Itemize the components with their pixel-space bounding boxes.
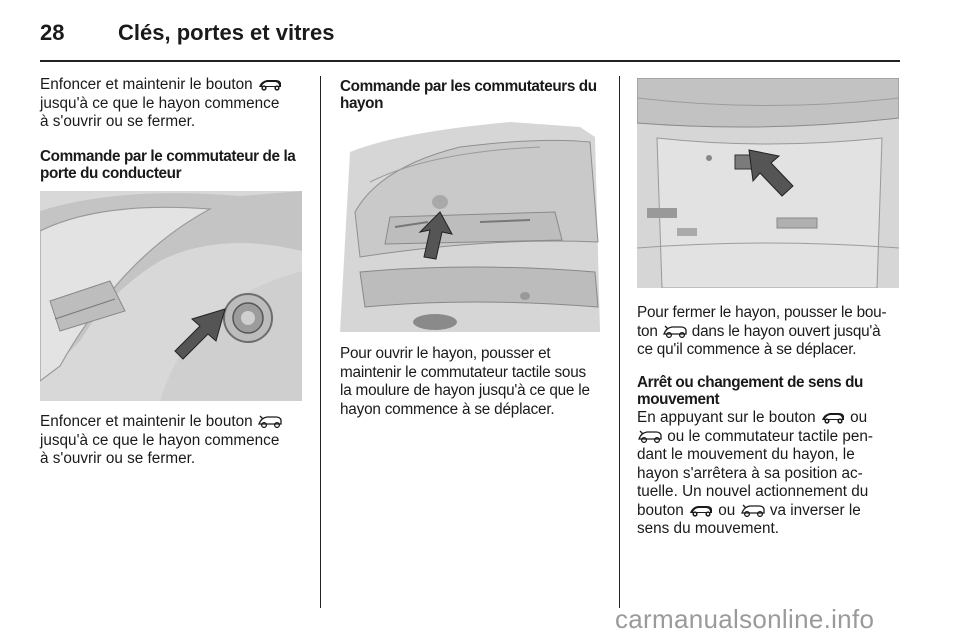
text-line-1: Pour ouvrir le hayon, pousser et bbox=[340, 345, 551, 362]
tailgate-remote-icon bbox=[820, 410, 846, 424]
text-line-4: hayon commence à se déplacer. bbox=[340, 400, 555, 418]
watermark-text: carmanualsonline.info bbox=[615, 604, 875, 634]
after-line-1: Enfoncer et maintenir le bouton bbox=[40, 413, 253, 430]
heading-line-2: hayon bbox=[340, 95, 384, 112]
heading-line-1: Commande par les commutateurs du bbox=[340, 78, 597, 95]
stop-line-1b: ou bbox=[850, 409, 868, 426]
heading-line-1: Commande par le commutateur de la bbox=[40, 148, 296, 165]
stop-line-3: dant le mouvement du hayon, le bbox=[637, 446, 855, 463]
text-line-2a: ton bbox=[637, 322, 658, 340]
driver-door-paragraph bbox=[40, 413, 312, 469]
after-line-2: jusqu'à ce que le hayon commence bbox=[40, 431, 280, 449]
tailgate-switch-icon bbox=[637, 429, 663, 443]
heading-line-2: mouvement bbox=[637, 391, 720, 408]
close-tailgate-paragraph bbox=[637, 304, 909, 360]
section-heading-tailgate-switches bbox=[340, 78, 612, 112]
tailgate-switch-icon bbox=[740, 503, 766, 517]
intro-line-3: à s'ouvrir ou se fermer. bbox=[40, 113, 196, 130]
intro-paragraph bbox=[40, 76, 312, 132]
heading-line-2: porte du conducteur bbox=[40, 165, 182, 182]
stop-line-6c: va inverser le bbox=[769, 501, 861, 519]
intro-line-1: Enfoncer et maintenir le bouton bbox=[40, 76, 253, 93]
open-tailgate-illustration bbox=[637, 78, 899, 288]
text-line-3: ce qu'il commence à se déplacer. bbox=[637, 341, 857, 358]
driver-door-switch-illustration bbox=[40, 191, 302, 401]
header-rule bbox=[40, 60, 900, 62]
tailgate-remote-icon bbox=[257, 77, 283, 91]
text-line-2: maintenir le commutateur tactile sous bbox=[340, 363, 586, 381]
stop-line-6a: bouton bbox=[637, 501, 684, 519]
stop-line-7: sens du mouvement. bbox=[637, 520, 779, 537]
intro-line-2: jusqu'à ce que le hayon commence bbox=[40, 94, 280, 112]
column-divider-1 bbox=[320, 76, 321, 608]
text-line-1: Pour fermer le hayon, pousser le bou- bbox=[637, 304, 887, 321]
text-line-2b: dans le hayon ouvert jusqu'à bbox=[691, 322, 881, 340]
heading-line-1: Arrêt ou changement de sens du bbox=[637, 374, 863, 391]
tailgate-switch-paragraph bbox=[340, 345, 612, 419]
stop-line-1a: En appuyant sur le bouton bbox=[637, 409, 816, 426]
section-heading-driver-door bbox=[40, 148, 312, 182]
tailgate-switch-illustration bbox=[340, 122, 600, 332]
text-line-3: la moulure de hayon jusqu'à ce que le bbox=[340, 382, 590, 399]
stop-line-2: ou le commutateur tactile pen- bbox=[667, 427, 874, 445]
tailgate-switch-icon bbox=[662, 324, 688, 338]
after-line-3: à s'ouvrir ou se fermer. bbox=[40, 450, 196, 467]
column-divider-2 bbox=[619, 76, 620, 608]
stop-line-4: hayon s'arrêtera à sa position ac- bbox=[637, 464, 863, 482]
chapter-title: Clés, portes et vitres bbox=[118, 20, 335, 45]
stop-line-6b: ou bbox=[718, 501, 736, 519]
stop-line-5: tuelle. Un nouvel actionnement du bbox=[637, 483, 869, 500]
tailgate-remote-icon bbox=[688, 503, 714, 517]
tailgate-switch-icon bbox=[257, 414, 283, 428]
stop-reverse-paragraph bbox=[637, 409, 909, 539]
section-heading-stop-reverse bbox=[637, 374, 909, 408]
page-number: 28 bbox=[40, 20, 65, 45]
